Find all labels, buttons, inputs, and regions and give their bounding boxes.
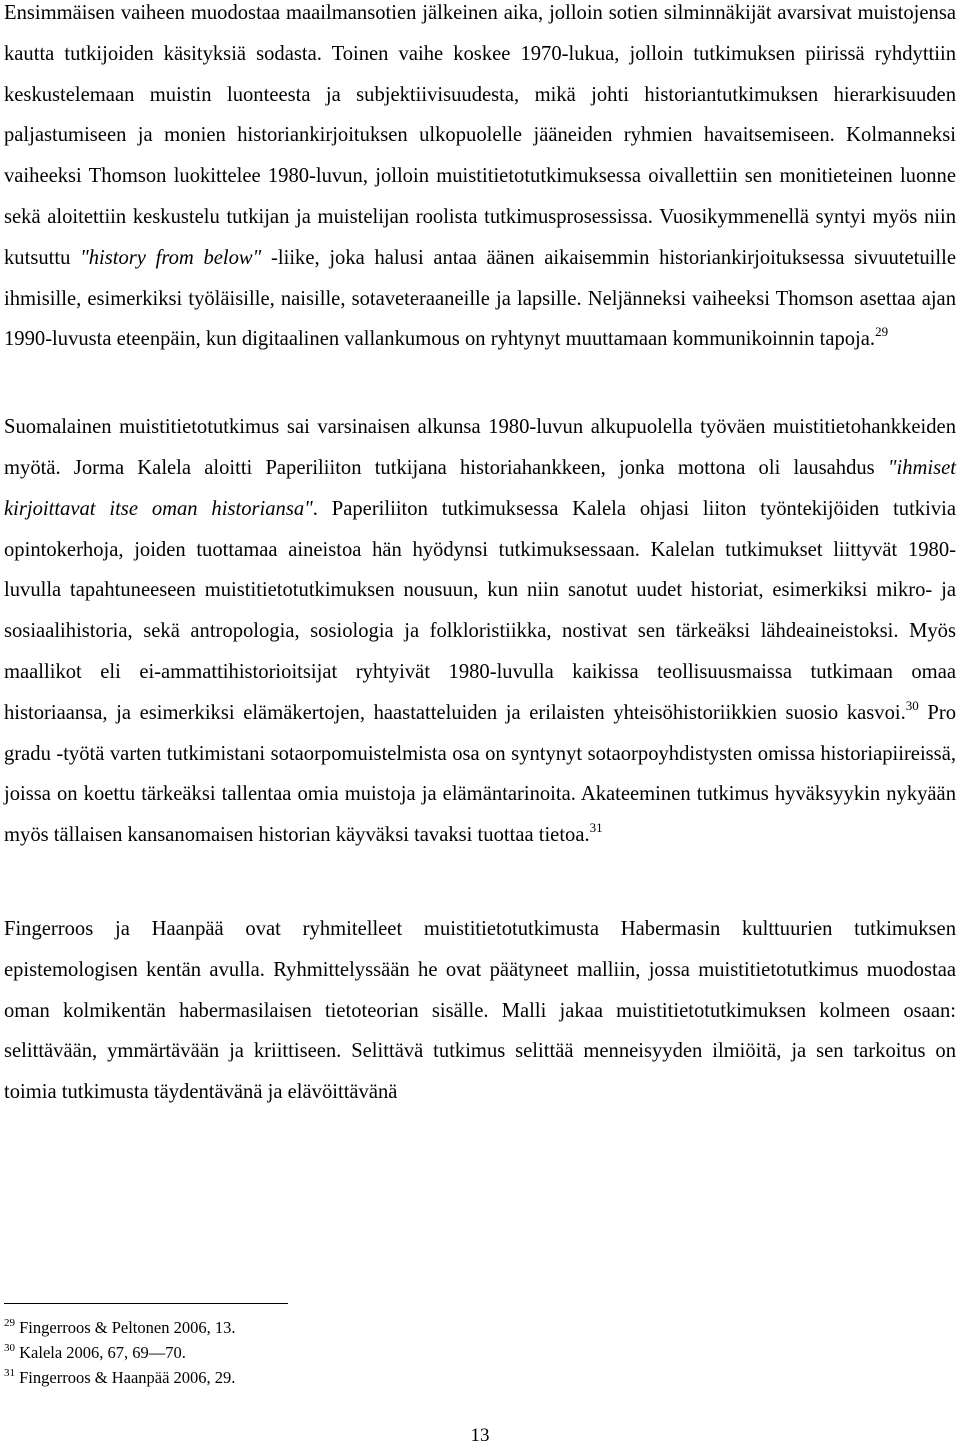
footnote-reference: 29 — [875, 324, 889, 340]
document-page — [4, 0, 956, 1113]
text-run: Suomalainen muistitietotutkimus sai varsinaisen alkunsa 1980-luvun alkupuolella työväen muistitietohankkeiden myötä. Jorma Kalela aloitti Paperiliiton tutkijana historiahankkeen, jonka mottona oli lausahdus — [4, 416, 956, 479]
footnote-text: Fingerroos & Peltonen 2006, 13. — [19, 1318, 236, 1337]
footnote-30 — [4, 1341, 235, 1366]
body-paragraph-2 — [4, 407, 956, 856]
footnote-number: 31 — [4, 1366, 15, 1379]
footnotes — [4, 1316, 235, 1390]
footnote-separator — [4, 1303, 288, 1304]
footnote-31 — [4, 1366, 235, 1391]
footnote-reference: 30 — [905, 697, 919, 713]
text-run: -liike, joka halusi antaa äänen aikaisemmin historiankirjoituksessa sivuutetuille ihmisille, esimerkiksi työläisille, naisille, sotaveteraaneille ja lapsille. Neljänneksi vaiheeksi Thomson asettaa ajan 1990-luvusta eteenpäin, kun digitaalinen vallankumous on ryhtynyt muuttamaan kommunikoinnin tapoja. — [4, 246, 956, 351]
body-paragraph-3 — [4, 909, 956, 1113]
text-run: . Paperiliiton tutkimuksessa Kalela ohjasi liiton työntekijöiden tutkivia opintokerhoja, joiden tuottamaa aineistoa hän hyödynsi tutkimuksessaan. Kalelan tutkimukset liittyvät 1980-luvulla tapahtuneeseen muistitietotutkimuksen nousuun, kun niin sanotut uudet historiat, esimerkiksi mikro- ja sosiaalihistoria, sekä antropologia, sosiologia ja folkloristiikka, nostivat sen tärkeäksi lähdeaineistoksi. Myös maallikot eli ei-ammattihistorioitsijat ryhtyivät 1980-luvulla kaikissa teollisuusmaissa tutkimaan omaa historiaansa, ja esimerkiksi elämäkertojen, haastatteluiden ja erilaisten yhteisöhistoriikkien suosio kasvoi. — [4, 497, 956, 724]
text-run: Ensimmäisen vaiheen muodostaa maailmansotien jälkeinen aika, jolloin sotien silminnäkijät avarsivat muistojensa kautta tutkijoiden käsityksiä sodasta. Toinen vaihe koskee 1970-lukua, jolloin tutkimuksen piirissä ryhdyttiin keskustelemaan muistin luonteesta ja subjektiivisuudesta, mikä johti historiantutkimuksen hierarkisuuden paljastumiseen ja monien historiankirjoituksen ulkopuolelle jääneiden ryhmien havaitsemiseen. Kolmanneksi vaiheeksi Thomson luokittelee 1980-luvun, jolloin muistitietotutkimuksessa oivallettiin sen monitieteinen luonne sekä aloitettiin keskustelu tutkijan ja muistelijan roolista tutkimusprosessissa. Vuosikymmenellä syntyi myös niin kutsuttu — [4, 2, 956, 269]
text-run: Fingerroos ja Haanpää ovat ryhmitelleet muistitietotutkimusta Habermasin kulttuurien tutkimuksen epistemologisen kentän avulla. Ryhmittelyssään he ovat päätyneet malliin, jossa muistitietotutkimus muodostaa oman kolmikentän habermasilaisen tietoteorian sisälle. Malli jakaa muistitietotutkimuksen kolmeen osaan: selittävään, ymmärtävään ja kriittiseen. Selittävä tutkimus selittää menneisyyden ilmiöitä, ja sen tarkoitus on toimia tutkimusta täydentävänä ja elävöittävänä — [4, 917, 956, 1104]
footnote-text: Fingerroos & Haanpää 2006, 29. — [19, 1367, 236, 1387]
italic-quote: "history from below" — [80, 246, 262, 269]
footnote-reference: 31 — [589, 820, 603, 836]
footnote-29 — [4, 1316, 235, 1341]
footnote-number: 29 — [4, 1317, 15, 1329]
italic-quote: "ihmiset kirjoittavat itse oman historiansa" — [4, 456, 956, 520]
body-paragraph-1 — [4, 0, 956, 360]
footnote-text: Kalela 2006, 67, 69—70. — [19, 1342, 186, 1362]
text-run: Pro gradu -työtä varten tutkimistani sotaorpomuistelmista osa on syntynyt sotaorpoyhdistysten omissa historiapiireissä, joissa on koettu tärkeäksi tallentaa omia muistoja ja elämäntarinoita. Akateeminen tutkimus hyväksyykin nykyään myös tällaisen kansanomaisen historian käyväksi tavaksi tuottaa tietoa. — [4, 701, 956, 847]
footnote-number: 30 — [4, 1341, 15, 1354]
page-number: 13 — [470, 1425, 490, 1446]
